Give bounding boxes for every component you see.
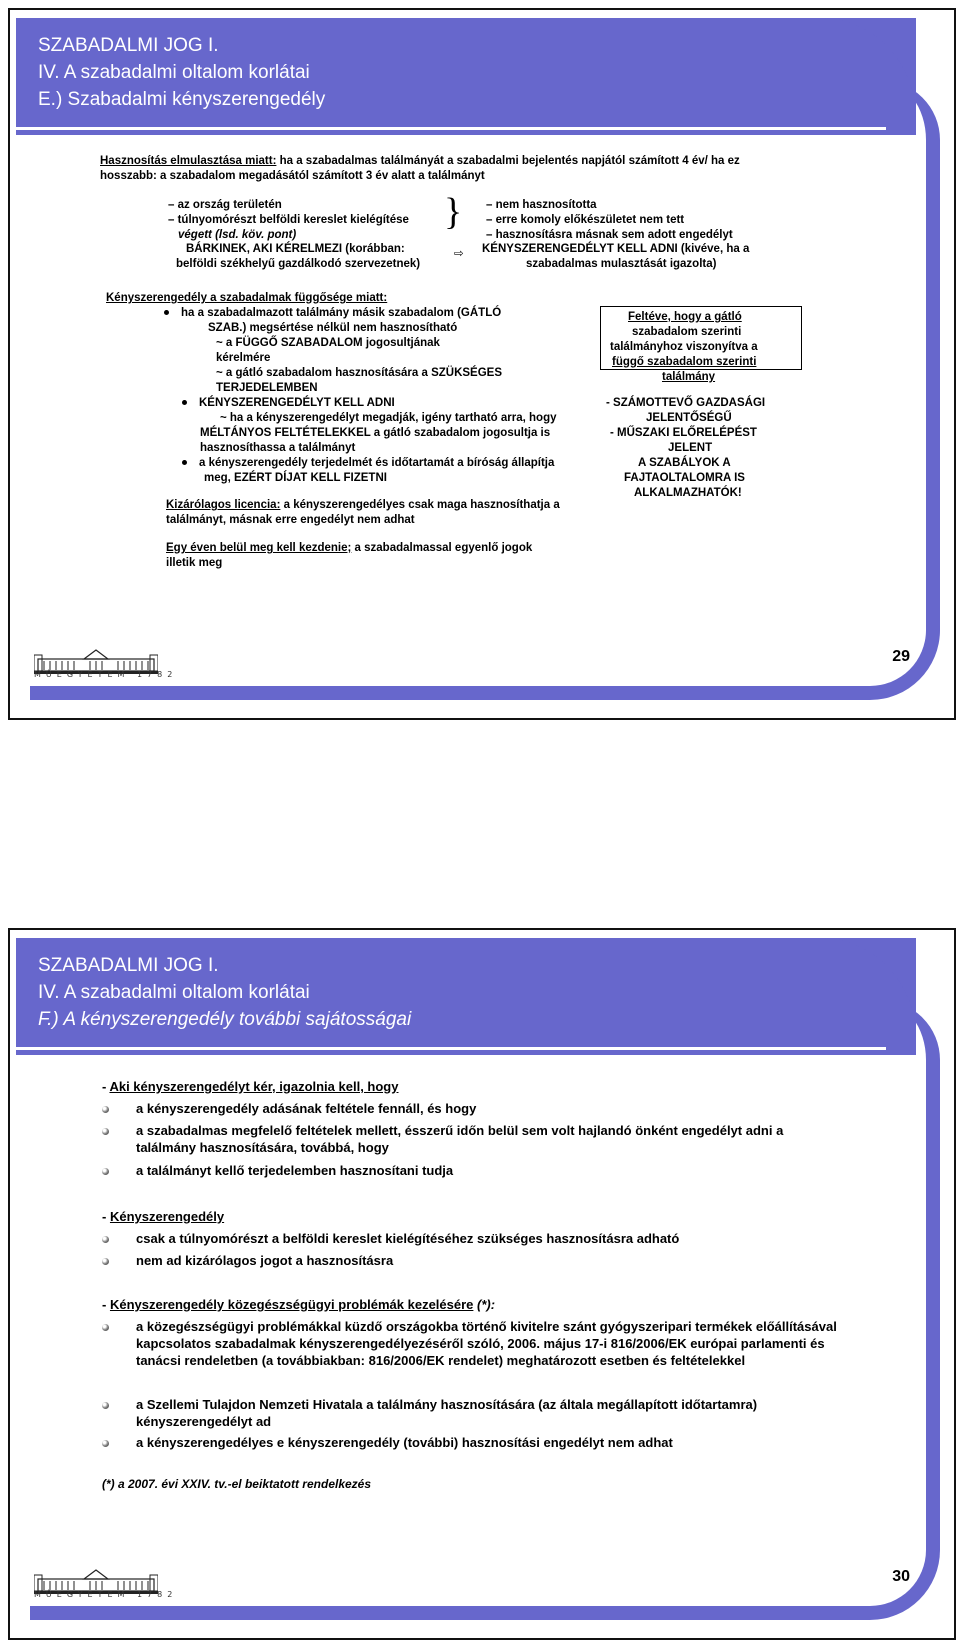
bullet-icon	[102, 1128, 109, 1135]
left-item: – az ország területén	[168, 199, 282, 211]
section-3-heading: - Kényszerengedély közegészségügyi problémák kezelésére (*):	[102, 1297, 496, 1312]
fuggoseg-line: meg, EZÉRT DÍJAT KELL FIZETNI	[204, 472, 387, 484]
bullet-icon	[102, 1258, 109, 1265]
header-divider	[16, 127, 886, 130]
bullet-icon	[102, 1324, 109, 1331]
fuggoseg-line: MÉLTÁNYOS FELTÉTELEKKEL a gátló szabadalom jogosultja is	[200, 427, 551, 439]
bullet-icon	[102, 1236, 109, 1243]
hasznositas-line-2: hosszabb: a szabadalom megadásától számított 3 év alatt a találmányt	[100, 170, 485, 182]
fuggoseg-heading: Kényszerengedély a szabadalmak függősége miatt:	[106, 292, 388, 304]
title-line-1: SZABADALMI JOG I.	[38, 955, 219, 976]
list-item: a kényszerengedély adásának feltétele fennáll, és hogy	[136, 1101, 477, 1116]
caps-line: - SZÁMOTTEVŐ GAZDASÁGI	[606, 397, 766, 409]
kizarolagos-line-2: találmányt, másnak erre engedélyt nem adhat	[166, 514, 415, 526]
bullet-icon	[102, 1168, 109, 1175]
left-item: – túlnyomórészt belföldi kereslet kielégítése	[168, 214, 409, 226]
list-item: a találmányt kellő terjedelemben hasznosítani tudja	[136, 1163, 454, 1178]
bullet-icon	[102, 1402, 109, 1409]
title-line-2: IV. A szabadalmi oltalom korlátai	[38, 982, 310, 1003]
fuggoseg-bullet-1: ha a szabadalmazott találmány másik szabadalom (GÁTLÓ	[186, 306, 501, 320]
list-item: a kényszerengedélyes e kényszerengedély (további) hasznosítási engedélyt nem adhat	[136, 1435, 673, 1450]
kell-adni-line-1: KÉNYSZERENGEDÉLYT KELL ADNI (kivéve, ha a	[482, 243, 750, 255]
caps-line: JELENTŐSÉGŰ	[646, 412, 732, 424]
title-line-3: F.) A kényszerengedély további sajátosságai	[38, 1009, 412, 1030]
fuggoseg-bullet-3: a kényszerengedély terjedelmét és időtartamát a bíróság állapítja	[204, 456, 554, 470]
barkinek-line-1: BÁRKINEK, AKI KÉRELMEZI (korábban:	[186, 243, 405, 255]
bullet-icon	[182, 400, 187, 405]
fuggoseg-line: TERJEDELEMBEN	[216, 382, 318, 394]
caps-line: A SZABÁLYOK A	[638, 457, 731, 469]
list-item: nem ad kizárólagos jogot a hasznosításra	[136, 1253, 394, 1268]
caps-line: FAJTAOLTALOMRA IS	[624, 472, 745, 484]
kizarolagos-line-1: Kizárólagos licencia: a kényszerengedélyes csak maga hasznosíthatja a	[166, 499, 560, 511]
fuggoseg-line: SZAB.) megsértése nélkül nem hasznosítható	[208, 322, 458, 334]
caps-line: ALKALMAZHATÓK!	[634, 487, 742, 499]
box-line: találmányhoz viszonyítva a	[610, 341, 758, 353]
slide-content	[50, 138, 910, 638]
box-line: Feltéve, hogy a gátló	[628, 311, 742, 323]
brace-symbol: }	[444, 191, 463, 233]
header-divider	[16, 1047, 886, 1050]
right-item: – erre komoly előkészületet nem tett	[486, 214, 685, 226]
list-item: a közegészségügyi problémákkal küzdő országokba történő kivitelre szánt gyógyszeripari termékek előállításával kapcsolatos szabadalmak kényszerengedélyezéséről szóló, 2006. május 17-i 816/2006/EK európai parlamenti és tanácsi rendeletben (a továbbiakban: 816/2006/EK rendelet) meghatározott esetben és feltételekkel	[136, 1319, 837, 1368]
caps-line: - MŰSZAKI ELŐRELÉPÉST	[610, 427, 757, 439]
barkinek-line-2: belföldi székhelyű gazdálkodó szervezetnek)	[176, 258, 421, 270]
egy-even-line-1: Egy éven belül meg kell kezdenie; a szabadalmassal egyenlő jogok	[166, 542, 533, 554]
box-line: találmány	[662, 371, 716, 383]
slide-content	[50, 1058, 910, 1558]
page-number: 29	[892, 648, 910, 665]
title-line-3: E.) Szabadalmi kényszerengedély	[38, 89, 326, 110]
list-item: csak a túlnyomórészt a belföldi kereslet kielégítéséhez szükséges hasznosításra adható	[136, 1231, 680, 1246]
title-line-1: SZABADALMI JOG I.	[38, 35, 219, 56]
caps-line: JELENT	[668, 442, 713, 454]
fuggoseg-line: ~ a gátló szabadalom hasznosítására a SZÜKSÉGES	[216, 367, 503, 379]
right-item: – nem hasznosította	[486, 199, 597, 211]
egy-even-line-2: illetik meg	[166, 557, 223, 569]
bullet-icon	[102, 1440, 109, 1447]
fuggoseg-line: kérelmére	[216, 352, 271, 364]
box-line: szabadalom szerinti	[632, 326, 742, 338]
fuggoseg-bullet-2: KÉNYSZERENGEDÉLYT KELL ADNI	[204, 396, 395, 410]
section-2-heading: - Kényszerengedély	[102, 1209, 225, 1224]
bullet-icon	[102, 1106, 109, 1113]
section-1-heading: - Aki kényszerengedélyt kér, igazolnia kell, hogy	[102, 1079, 399, 1094]
slide-29	[8, 8, 956, 720]
bullet-icon	[182, 460, 187, 465]
kell-adni-line-2: szabadalmas mulasztását igazolta)	[526, 258, 717, 270]
page-number: 30	[892, 1568, 910, 1585]
arrow-right-icon: ⇨	[454, 248, 464, 260]
logo-caption: MŰEGYETEM 1782	[34, 670, 178, 679]
left-item: végett (lsd. köv. pont)	[178, 229, 297, 241]
title-line-2: IV. A szabadalmi oltalom korlátai	[38, 62, 310, 83]
slide-30	[8, 928, 956, 1640]
fuggoseg-line: hasznosíthassa a találmányt	[200, 442, 356, 454]
fuggoseg-line: ~ ha a kényszerengedélyt megadják, igény tartható arra, hogy	[220, 412, 557, 424]
logo-caption: MŰEGYETEM 1782	[34, 1590, 178, 1599]
right-item: – hasznosításra másnak sem adott engedélyt	[486, 229, 733, 241]
bullet-icon	[164, 310, 169, 315]
list-item: a szabadalmas megfelelő feltételek mellett, ésszerű időn belül sem volt hajlandó önként engedélyt adni a találmány hasznosítására, továbbá, hogy	[136, 1123, 784, 1155]
hasznositas-paragraph: Hasznosítás elmulasztása miatt: ha a szabadalmas találmányát a szabadalmi bejelentés napjától számított 4 év/ ha ez	[100, 155, 740, 167]
list-item: a Szellemi Tulajdon Nemzeti Hivatala a találmány hasznosítására (az általa megállapított időtartamra) kényszerengedélyt ad	[136, 1397, 758, 1429]
box-line: függő szabadalom szerinti	[612, 356, 757, 368]
footnote: (*) a 2007. évi XXIV. tv.-el beiktatott rendelkezés	[102, 1477, 372, 1491]
slide-title	[38, 952, 411, 1033]
fuggoseg-line: ~ a FÜGGŐ SZABADALOM jogosultjának	[216, 337, 440, 349]
slide-title	[38, 32, 325, 113]
